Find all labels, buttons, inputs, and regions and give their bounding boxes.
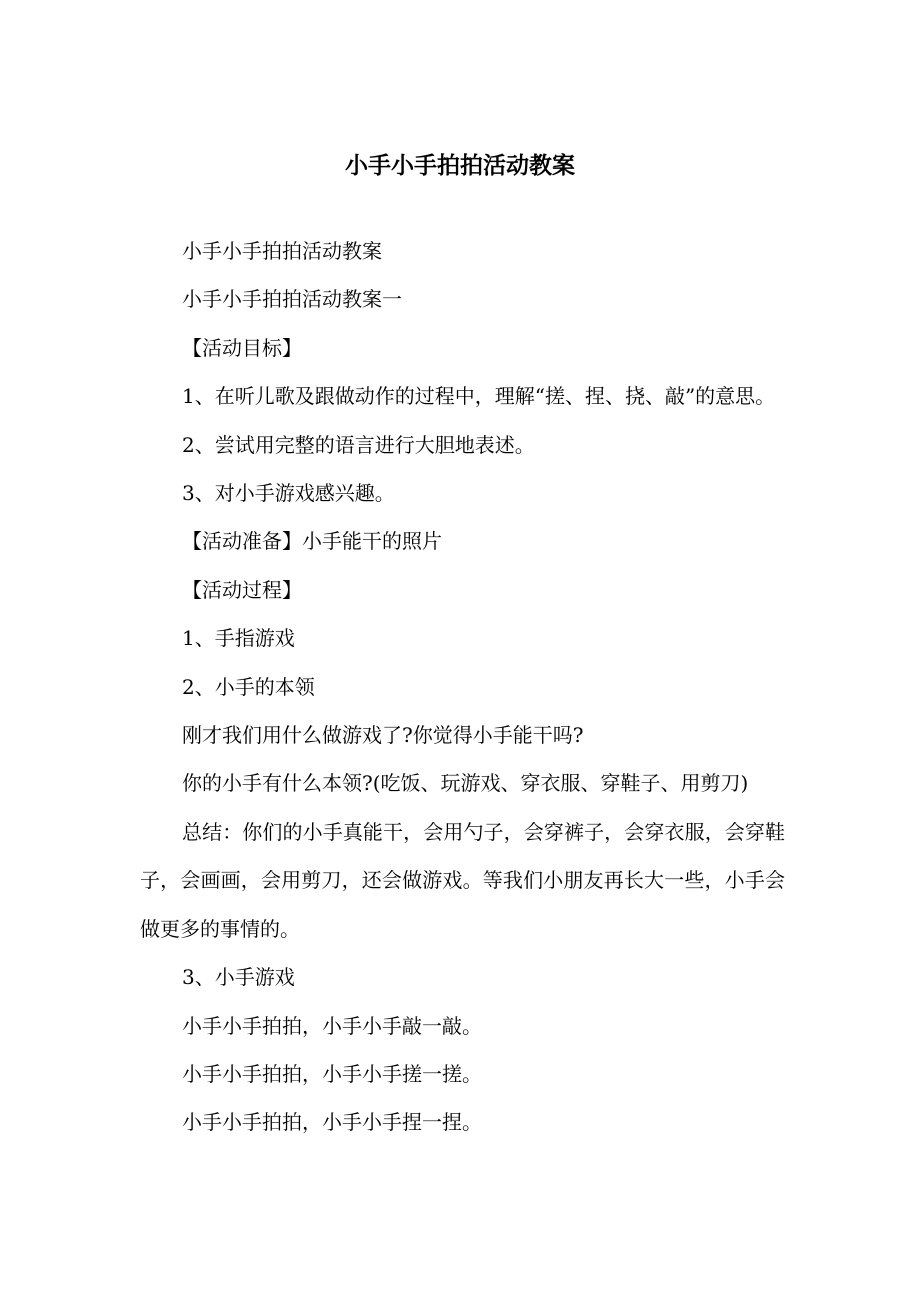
- paragraph-summary: 总结：你们的小手真能干，会用勺子，会穿裤子，会穿衣服，会穿鞋子，会画画，会用剪刀，还会做游戏。等我们小朋友再长大一些，小手会做更多的事情的。: [140, 819, 785, 941]
- document-body: [140, 227, 785, 1147]
- paragraph-goal-2: 2、尝试用完整的语言进行大胆地表述。: [182, 432, 535, 457]
- paragraph-process-heading: 【活动过程】: [182, 577, 302, 602]
- paragraph-subtitle: 小手小手拍拍活动教案: [182, 239, 382, 263]
- paragraph-goal-3: 3、对小手游戏感兴趣。: [182, 481, 395, 506]
- paragraph-preparation: 【活动准备】小手能干的照片: [182, 529, 442, 554]
- paragraph-rhyme-3: 小手小手拍拍，小手小手捏一捏。: [182, 1110, 482, 1135]
- paragraph-step-1: 1、手指游戏: [182, 626, 295, 651]
- paragraph-goal-1: 1、在听儿歌及跟做动作的过程中，理解“搓、捏、挠、敲”的意思。: [182, 384, 776, 409]
- paragraph-question-2: 你的小手有什么本领?(吃饭、玩游戏、穿衣服、穿鞋子、用剪刀): [182, 771, 749, 796]
- paragraph-question-1: 刚才我们用什么做游戏了?你觉得小手能干吗?: [182, 723, 584, 748]
- paragraph-step-3: 3、小手游戏: [182, 965, 295, 990]
- paragraph-plan-one: 小手小手拍拍活动教案一: [182, 287, 402, 312]
- paragraph-rhyme-2: 小手小手拍拍，小手小手搓一搓。: [182, 1061, 482, 1086]
- paragraph-goals-heading: 【活动目标】: [182, 335, 302, 360]
- paragraph-step-2: 2、小手的本领: [182, 674, 315, 699]
- paragraph-rhyme-1: 小手小手拍拍，小手小手敲一敲。: [182, 1013, 482, 1038]
- document-title: 小手小手拍拍活动教案: [345, 153, 575, 179]
